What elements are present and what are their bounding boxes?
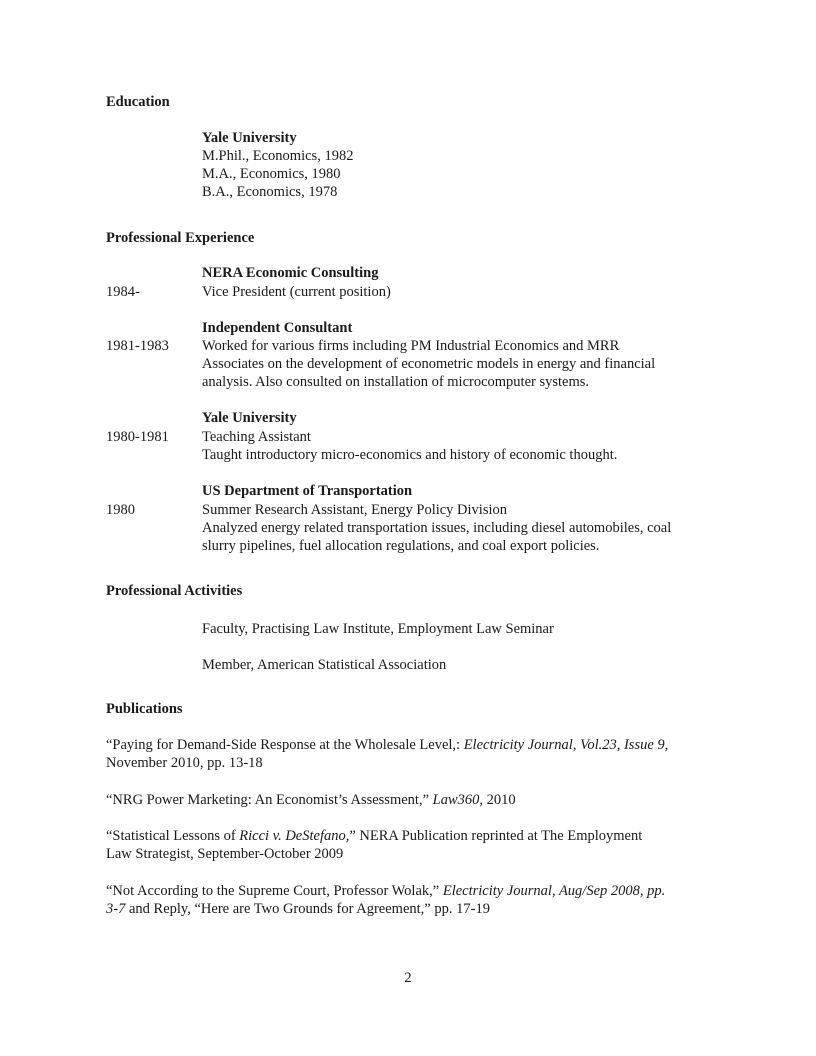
experience-date: 1981-1983	[106, 338, 169, 354]
publication-text: “NRG Power Marketing: An Economist’s Assessment,”	[106, 792, 433, 808]
education-degree: M.Phil., Economics, 1982	[202, 148, 354, 164]
publication-source: Law360	[432, 792, 480, 808]
education-degree: M.A., Economics, 1980	[202, 166, 341, 182]
experience-detail: Summer Research Assistant, Energy Policy Division	[202, 502, 508, 518]
publication-source: Electricity Journal, Vol.23, Issue 9,	[463, 737, 669, 753]
publication-source: Electricity Journal, Aug/Sep 2008, pp.	[442, 883, 666, 899]
page-number: 2	[404, 970, 412, 986]
experience-date: 1980	[106, 502, 135, 518]
publication-item	[106, 827, 732, 863]
experience-date: 1984-	[106, 284, 140, 300]
publication-text: “Paying for Demand-Side Response at the Wholesale Level,:	[106, 737, 464, 753]
experience-detail: Worked for various firms including PM Industrial Economics and MRR	[202, 338, 620, 354]
publication-text: ” NERA Publication reprinted at The Employment	[349, 828, 643, 844]
publication-item	[106, 791, 732, 809]
publication-item	[106, 736, 732, 772]
activity-item: Member, American Statistical Association	[202, 657, 447, 673]
activity-item: Faculty, Practising Law Institute, Employment Law Seminar	[202, 621, 554, 637]
publications-heading: Publications	[106, 701, 183, 717]
experience-detail: Teaching Assistant	[202, 429, 311, 445]
publication-source: Ricci v. DeStefano,	[239, 828, 350, 844]
publication-source: 3-7	[106, 901, 126, 917]
activities-heading: Professional Activities	[106, 583, 243, 599]
experience-detail: Taught introductory micro-economics and history of economic thought.	[202, 447, 618, 463]
education-heading: Education	[106, 94, 170, 110]
publication-item	[106, 882, 732, 918]
experience-detail: Associates on the development of econometric models in energy and financial	[202, 356, 656, 372]
publication-text: November 2010, pp. 13-18	[106, 755, 263, 771]
experience-date: 1980-1981	[106, 429, 169, 445]
experience-detail: Vice President (current position)	[202, 284, 391, 300]
experience-org: NERA Economic Consulting	[202, 265, 379, 281]
education-degree: B.A., Economics, 1978	[202, 184, 338, 200]
publication-text: and Reply, “Here are Two Grounds for Agreement,” pp. 17-19	[125, 901, 490, 917]
experience-detail: Analyzed energy related transportation issues, including diesel automobiles, coal	[202, 520, 672, 536]
experience-detail: slurry pipelines, fuel allocation regulations, and coal export policies.	[202, 538, 600, 554]
publication-text: , 2010	[479, 792, 516, 808]
education-school: Yale University	[202, 130, 297, 146]
publication-text: Law Strategist, September-October 2009	[106, 846, 344, 862]
publication-text: “Statistical Lessons of	[106, 828, 240, 844]
experience-org: US Department of Transportation	[202, 483, 413, 499]
publication-text: “Not According to the Supreme Court, Professor Wolak,”	[106, 883, 443, 899]
experience-heading: Professional Experience	[106, 230, 255, 246]
experience-org: Yale University	[202, 410, 297, 426]
experience-detail: analysis. Also consulted on installation of microcomputer systems.	[202, 374, 590, 390]
experience-org: Independent Consultant	[202, 320, 353, 336]
